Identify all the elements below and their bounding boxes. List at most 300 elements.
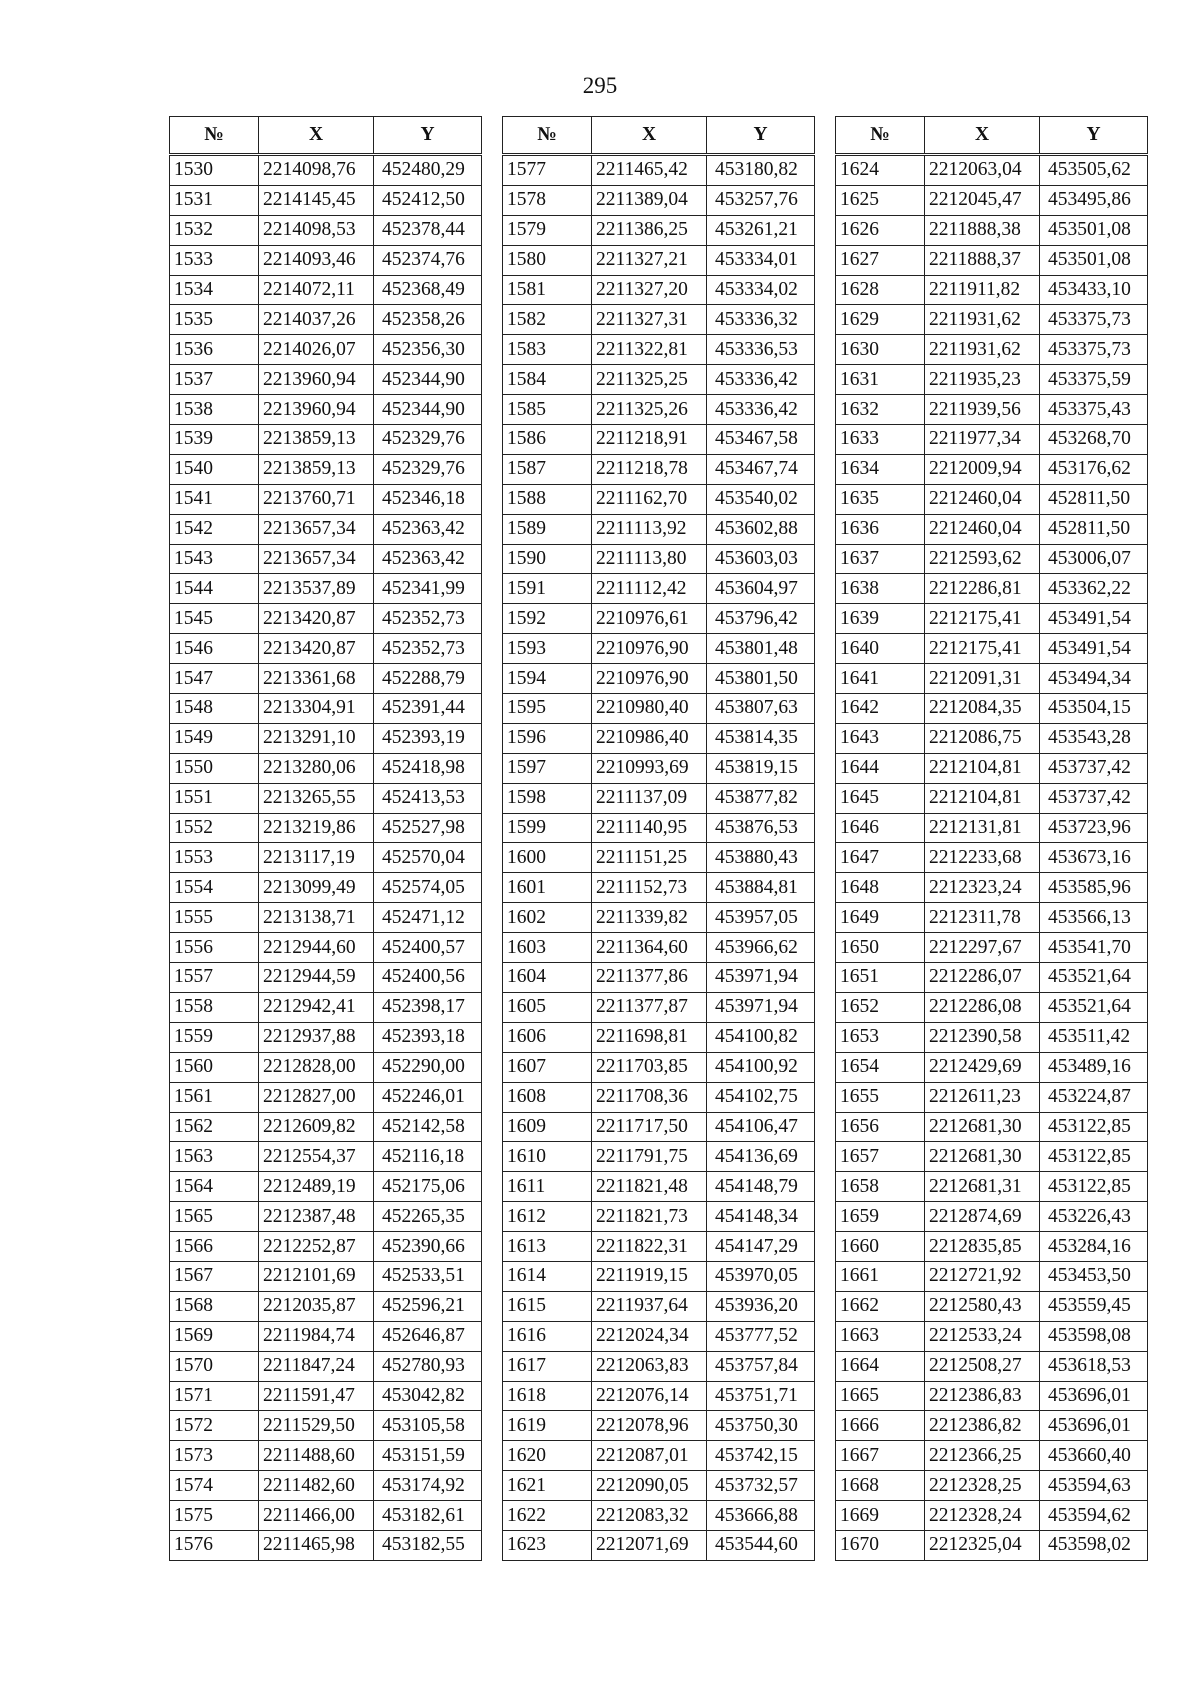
cell-number: 1638 [836,574,925,604]
cell-x: 2213280,06 [259,753,374,783]
cell-y: 453006,07 [1040,544,1148,574]
table-row [503,1530,815,1560]
table-row [836,215,1148,245]
cell-x: 2212328,25 [925,1471,1040,1501]
table-row [836,514,1148,544]
cell-number: 1552 [170,813,259,843]
cell-y: 452412,50 [374,185,482,215]
cell-y: 453598,02 [1040,1530,1148,1560]
cell-number: 1591 [503,574,592,604]
table-row [836,604,1148,634]
table-row [503,694,815,724]
cell-number: 1534 [170,275,259,305]
cell-number: 1532 [170,215,259,245]
cell-number: 1660 [836,1232,925,1262]
cell-y: 453673,16 [1040,843,1148,873]
cell-number: 1617 [503,1351,592,1381]
cell-number: 1551 [170,783,259,813]
cell-x: 2212942,41 [259,992,374,1022]
cell-x: 2212366,25 [925,1441,1040,1471]
cell-x: 2211152,73 [592,873,707,903]
cell-number: 1582 [503,305,592,335]
table-row [170,215,482,245]
cell-number: 1602 [503,903,592,933]
cell-x: 2212325,04 [925,1530,1040,1560]
cell-y: 453504,15 [1040,694,1148,724]
cell-x: 2212323,24 [925,873,1040,903]
table-row [836,484,1148,514]
cell-x: 2211140,95 [592,813,707,843]
cell-number: 1593 [503,634,592,664]
cell-y: 452471,12 [374,903,482,933]
table-row [170,903,482,933]
cell-number: 1653 [836,1022,925,1052]
cell-y: 453491,54 [1040,634,1148,664]
cell-y: 454102,75 [707,1082,815,1112]
cell-x: 2214093,46 [259,245,374,275]
cell-number: 1654 [836,1052,925,1082]
cell-number: 1548 [170,694,259,724]
cell-number: 1565 [170,1202,259,1232]
table-row [503,753,815,783]
column-header-x: X [592,117,707,155]
cell-y: 453174,92 [374,1471,482,1501]
cell-number: 1589 [503,514,592,544]
cell-y: 453957,05 [707,903,815,933]
cell-x: 2213219,86 [259,813,374,843]
cell-y: 453182,61 [374,1501,482,1531]
cell-y: 453602,88 [707,514,815,544]
cell-number: 1661 [836,1261,925,1291]
table-row [503,1022,815,1052]
cell-number: 1531 [170,185,259,215]
cell-x: 2211113,80 [592,544,707,574]
cell-number: 1636 [836,514,925,544]
cell-y: 452344,90 [374,395,482,425]
table-row [503,1261,815,1291]
cell-number: 1530 [170,155,259,186]
cell-y: 452344,90 [374,365,482,395]
table-row [170,275,482,305]
table-row [170,843,482,873]
cell-y: 452265,35 [374,1202,482,1232]
cell-y: 452480,29 [374,155,482,186]
cell-x: 2211708,36 [592,1082,707,1112]
table-row [503,992,815,1022]
table-row [170,1082,482,1112]
cell-y: 453336,53 [707,335,815,365]
cell-number: 1615 [503,1291,592,1321]
table-row [170,544,482,574]
cell-number: 1574 [170,1471,259,1501]
cell-x: 2212386,83 [925,1381,1040,1411]
cell-x: 2214098,76 [259,155,374,186]
cell-x: 2211339,82 [592,903,707,933]
cell-y: 453042,82 [374,1381,482,1411]
table-row [170,425,482,455]
cell-y: 453660,40 [1040,1441,1148,1471]
cell-number: 1623 [503,1530,592,1560]
cell-number: 1647 [836,843,925,873]
cell-x: 2211821,48 [592,1172,707,1202]
table-row [170,245,482,275]
cell-number: 1625 [836,185,925,215]
cell-x: 2214098,53 [259,215,374,245]
table-row [503,933,815,963]
cell-number: 1646 [836,813,925,843]
cell-number: 1543 [170,544,259,574]
cell-number: 1579 [503,215,592,245]
table-row [170,664,482,694]
table-row [836,1172,1148,1202]
cell-number: 1628 [836,275,925,305]
cell-x: 2212460,04 [925,514,1040,544]
cell-number: 1630 [836,335,925,365]
cell-number: 1658 [836,1172,925,1202]
table-row [836,1501,1148,1531]
cell-number: 1644 [836,753,925,783]
cell-number: 1576 [170,1530,259,1560]
cell-x: 2212083,32 [592,1501,707,1531]
table-row [503,454,815,484]
cell-x: 2211377,86 [592,963,707,993]
cell-number: 1633 [836,425,925,455]
cell-x: 2210980,40 [592,694,707,724]
cell-y: 452780,93 [374,1351,482,1381]
cell-y: 452368,49 [374,275,482,305]
table-row [503,395,815,425]
cell-x: 2211364,60 [592,933,707,963]
cell-x: 2211465,98 [259,1530,374,1560]
cell-y: 453594,63 [1040,1471,1148,1501]
cell-y: 452329,76 [374,454,482,484]
table-row [170,873,482,903]
cell-x: 2211113,92 [592,514,707,544]
cell-y: 453723,96 [1040,813,1148,843]
cell-number: 1612 [503,1202,592,1232]
table-row [503,843,815,873]
cell-x: 2212681,30 [925,1142,1040,1172]
table-row [170,1291,482,1321]
cell-x: 2213960,94 [259,365,374,395]
table-row [836,275,1148,305]
cell-x: 2211939,56 [925,395,1040,425]
table-row [170,155,482,186]
cell-number: 1557 [170,963,259,993]
cell-x: 2211386,25 [592,215,707,245]
table-header-row [836,117,1148,155]
table-row [170,395,482,425]
table-row [503,425,815,455]
cell-y: 453544,60 [707,1530,815,1560]
column-header-y: Y [374,117,482,155]
table-row [836,1530,1148,1560]
cell-y: 453362,22 [1040,574,1148,604]
cell-number: 1608 [503,1082,592,1112]
cell-number: 1645 [836,783,925,813]
table-row [836,185,1148,215]
cell-y: 453801,50 [707,664,815,694]
cell-number: 1662 [836,1291,925,1321]
table-row [503,484,815,514]
cell-number: 1592 [503,604,592,634]
cell-y: 453598,08 [1040,1321,1148,1351]
cell-number: 1634 [836,454,925,484]
cell-x: 2212035,87 [259,1291,374,1321]
cell-y: 453696,01 [1040,1381,1148,1411]
cell-y: 452356,30 [374,335,482,365]
table-row [503,1082,815,1112]
table-row [503,1501,815,1531]
cell-x: 2211162,70 [592,484,707,514]
cell-y: 452288,79 [374,664,482,694]
table-row [170,634,482,664]
cell-number: 1550 [170,753,259,783]
cell-number: 1598 [503,783,592,813]
cell-x: 2211218,78 [592,454,707,484]
cell-y: 452346,18 [374,484,482,514]
cell-x: 2212827,00 [259,1082,374,1112]
cell-x: 2213859,13 [259,454,374,484]
table-row [170,933,482,963]
cell-y: 452646,87 [374,1321,482,1351]
table-row [503,365,815,395]
cell-y: 453566,13 [1040,903,1148,933]
cell-y: 453732,57 [707,1471,815,1501]
cell-x: 2211931,62 [925,335,1040,365]
cell-x: 2212508,27 [925,1351,1040,1381]
cell-y: 453618,53 [1040,1351,1148,1381]
cell-x: 2212580,43 [925,1291,1040,1321]
table-row [503,245,815,275]
cell-number: 1643 [836,723,925,753]
cell-number: 1581 [503,275,592,305]
table-row [503,1471,815,1501]
cell-y: 453375,73 [1040,305,1148,335]
cell-number: 1640 [836,634,925,664]
coordinates-table-1 [169,116,482,1561]
table-row [170,604,482,634]
table-row [503,1441,815,1471]
table-row [836,783,1148,813]
table-row [170,1381,482,1411]
cell-number: 1585 [503,395,592,425]
cell-number: 1668 [836,1471,925,1501]
cell-number: 1556 [170,933,259,963]
table-row [503,155,815,186]
table-row [170,813,482,843]
cell-x: 2212944,60 [259,933,374,963]
cell-x: 2211488,60 [259,1441,374,1471]
table-row [170,365,482,395]
table-row [503,1172,815,1202]
cell-y: 454106,47 [707,1112,815,1142]
table-row [836,933,1148,963]
table-row [170,1202,482,1232]
cell-x: 2211888,38 [925,215,1040,245]
cell-number: 1568 [170,1291,259,1321]
cell-y: 452142,58 [374,1112,482,1142]
table-row [836,395,1148,425]
cell-number: 1605 [503,992,592,1022]
cell-y: 453814,35 [707,723,815,753]
cell-y: 453501,08 [1040,245,1148,275]
cell-number: 1610 [503,1142,592,1172]
cell-x: 2212063,04 [925,155,1040,186]
cell-x: 2211322,81 [592,335,707,365]
table-row [170,963,482,993]
table-row [503,604,815,634]
cell-x: 2212045,47 [925,185,1040,215]
table-row [503,783,815,813]
cell-y: 453122,85 [1040,1112,1148,1142]
table-row [836,634,1148,664]
cell-x: 2212554,37 [259,1142,374,1172]
table-row [503,1112,815,1142]
cell-number: 1629 [836,305,925,335]
cell-x: 2212286,07 [925,963,1040,993]
cell-number: 1622 [503,1501,592,1531]
cell-number: 1545 [170,604,259,634]
table-row [503,1381,815,1411]
cell-y: 452418,98 [374,753,482,783]
cell-x: 2212101,69 [259,1261,374,1291]
cell-x: 2212009,94 [925,454,1040,484]
cell-x: 2212087,01 [592,1441,707,1471]
cell-number: 1554 [170,873,259,903]
cell-y: 454148,34 [707,1202,815,1232]
cell-x: 2211698,81 [592,1022,707,1052]
cell-x: 2213657,34 [259,514,374,544]
cell-y: 452374,76 [374,245,482,275]
table-row [836,694,1148,724]
column-header-y: Y [1040,117,1148,155]
cell-number: 1618 [503,1381,592,1411]
cell-y: 453880,43 [707,843,815,873]
table-row [836,305,1148,335]
cell-y: 452393,18 [374,1022,482,1052]
table-row [503,723,815,753]
cell-number: 1657 [836,1142,925,1172]
cell-y: 453336,32 [707,305,815,335]
cell-number: 1547 [170,664,259,694]
coordinates-table-3 [835,116,1148,1561]
cell-number: 1604 [503,963,592,993]
table-header-row [503,117,815,155]
table-row [503,275,815,305]
cell-y: 453521,64 [1040,992,1148,1022]
table-row [170,335,482,365]
cell-x: 2211984,74 [259,1321,374,1351]
cell-y: 453521,64 [1040,963,1148,993]
cell-x: 2213138,71 [259,903,374,933]
cell-number: 1621 [503,1471,592,1501]
cell-x: 2212175,41 [925,634,1040,664]
cell-y: 453971,94 [707,963,815,993]
cell-number: 1575 [170,1501,259,1531]
cell-y: 452341,99 [374,574,482,604]
column-header-x: X [925,117,1040,155]
cell-x: 2210993,69 [592,753,707,783]
table-row [170,484,482,514]
cell-x: 2213304,91 [259,694,374,724]
cell-y: 453742,15 [707,1441,815,1471]
cell-x: 2212252,87 [259,1232,374,1262]
table-row [836,1351,1148,1381]
cell-y: 453970,05 [707,1261,815,1291]
cell-x: 2212328,24 [925,1501,1040,1531]
cell-number: 1560 [170,1052,259,1082]
table-row [836,1261,1148,1291]
cell-y: 453777,52 [707,1321,815,1351]
table-row [170,305,482,335]
cell-x: 2212071,69 [592,1530,707,1560]
table-row [836,753,1148,783]
table-row [503,215,815,245]
cell-y: 453540,02 [707,484,815,514]
cell-x: 2211389,04 [592,185,707,215]
cell-number: 1546 [170,634,259,664]
cell-y: 452175,06 [374,1172,482,1202]
table-row [503,514,815,544]
cell-y: 453819,15 [707,753,815,783]
cell-x: 2211703,85 [592,1052,707,1082]
table-header-row [170,117,482,155]
cell-number: 1606 [503,1022,592,1052]
table-row [503,1351,815,1381]
table-row [836,245,1148,275]
cell-number: 1539 [170,425,259,455]
cell-y: 452574,05 [374,873,482,903]
cell-y: 453807,63 [707,694,815,724]
cell-x: 2212489,19 [259,1172,374,1202]
cell-number: 1599 [503,813,592,843]
cell-x: 2214072,11 [259,275,374,305]
cell-y: 452116,18 [374,1142,482,1172]
cell-y: 453453,50 [1040,1261,1148,1291]
cell-x: 2212390,58 [925,1022,1040,1052]
cell-number: 1580 [503,245,592,275]
cell-x: 2212063,83 [592,1351,707,1381]
cell-x: 2211112,42 [592,574,707,604]
cell-y: 453757,84 [707,1351,815,1381]
cell-x: 2211529,50 [259,1411,374,1441]
cell-x: 2210976,61 [592,604,707,634]
cell-y: 453796,42 [707,604,815,634]
cell-number: 1607 [503,1052,592,1082]
cell-y: 452329,76 [374,425,482,455]
cell-number: 1614 [503,1261,592,1291]
cell-number: 1587 [503,454,592,484]
cell-x: 2211137,09 [592,783,707,813]
cell-y: 454147,29 [707,1232,815,1262]
cell-number: 1540 [170,454,259,484]
cell-y: 453541,70 [1040,933,1148,963]
cell-number: 1656 [836,1112,925,1142]
cell-y: 453737,42 [1040,783,1148,813]
cell-y: 453501,08 [1040,215,1148,245]
cell-number: 1533 [170,245,259,275]
table-row [170,694,482,724]
table-row [170,1022,482,1052]
cell-y: 453876,53 [707,813,815,843]
cell-number: 1620 [503,1441,592,1471]
cell-number: 1559 [170,1022,259,1052]
cell-y: 452390,66 [374,1232,482,1262]
cell-x: 2212076,14 [592,1381,707,1411]
cell-y: 453182,55 [374,1530,482,1560]
cell-y: 452391,44 [374,694,482,724]
